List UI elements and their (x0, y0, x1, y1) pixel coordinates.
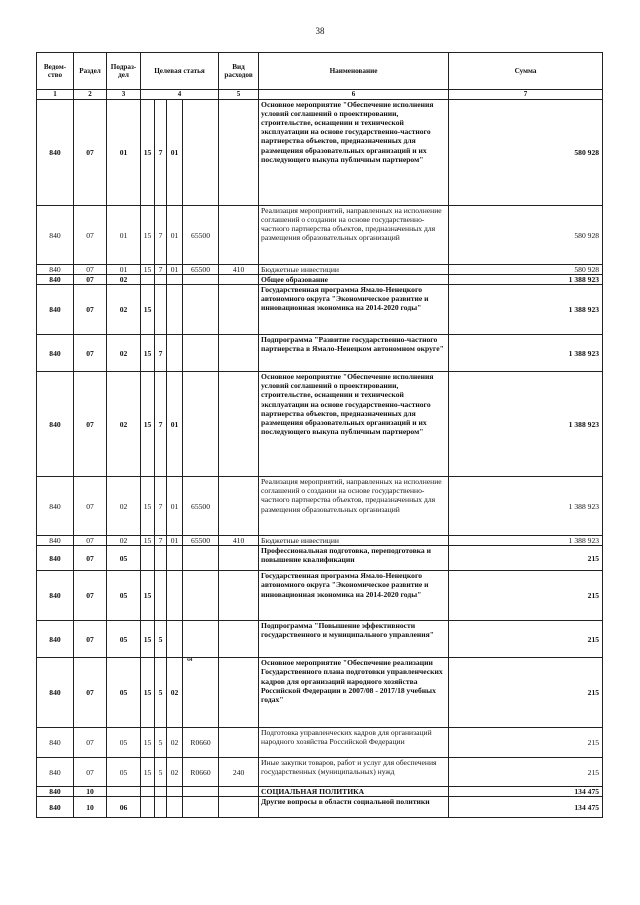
section-cell: 07 (74, 372, 107, 477)
expense-type-cell (219, 372, 259, 477)
target-activity-cell: 01 (167, 372, 183, 477)
amount-cell: 134 475 (449, 797, 603, 818)
target-program-cell: 15 (141, 335, 155, 372)
amount-cell: 134 475 (449, 787, 603, 797)
target-activity-cell: 01 (167, 206, 183, 265)
name-cell: Общее образование (259, 275, 449, 285)
column-number: 2 (74, 90, 107, 100)
department-cell: 840 (37, 275, 74, 285)
amount-cell: 1 388 923 (449, 335, 603, 372)
target-direction-cell: 65500 (183, 265, 219, 275)
target-subprogram-cell: 7 (155, 100, 167, 206)
target-direction-cell: 65500 (183, 536, 219, 546)
target-program-cell: 15 (141, 100, 155, 206)
subsection-cell: 01 (107, 100, 141, 206)
subsection-cell: 01 (107, 265, 141, 275)
amount-cell: 580 928 (449, 100, 603, 206)
target-direction-cell: 65500 (183, 477, 219, 536)
section-cell: 07 (74, 658, 107, 728)
target-activity-cell (167, 335, 183, 372)
expense-type-cell (219, 206, 259, 265)
name-cell: Реализация мероприятий, направленных на исполнение соглашений о создании на основе государственно-частного партнерства объектов, предназначенных для размещения образовательных организаций (259, 477, 449, 536)
amount-cell: 215 (449, 621, 603, 658)
target-subprogram-cell: 5 (155, 658, 167, 728)
subsection-cell (107, 787, 141, 797)
target-direction-cell (183, 285, 219, 335)
amount-cell: 1 388 923 (449, 275, 603, 285)
expense-type-cell: 410 (219, 536, 259, 546)
header-expense-type: Вид расходов (219, 53, 259, 90)
amount-cell: 1 388 923 (449, 536, 603, 546)
target-subprogram-cell: 7 (155, 536, 167, 546)
target-subprogram-cell: 7 (155, 477, 167, 536)
target-subprogram-cell: 5 (155, 758, 167, 787)
target-program-cell (141, 787, 155, 797)
amount-cell: 1 388 923 (449, 477, 603, 536)
expense-type-cell (219, 571, 259, 621)
margin-mark: ч4 (187, 658, 193, 664)
target-direction-cell: 65500 (183, 206, 219, 265)
name-cell: Основное мероприятие "Обеспечение исполнения условий соглашений о проектировании, строительстве, оснащении и технической эксплуатации на основе государственно-частного партнерства объектов, предназначенных для размещения образовательных организаций и их последующего выкупа публичным партнером" (259, 372, 449, 477)
header-target-item: Целевая статья (141, 53, 219, 90)
section-cell: 07 (74, 621, 107, 658)
subsection-cell: 05 (107, 571, 141, 621)
amount-cell: 1 388 923 (449, 285, 603, 335)
table-row (37, 372, 603, 477)
target-program-cell: 15 (141, 728, 155, 758)
section-cell: 07 (74, 758, 107, 787)
amount-cell: 215 (449, 571, 603, 621)
target-subprogram-cell (155, 787, 167, 797)
table-row (37, 546, 603, 571)
name-cell: Подпрограмма "Повышение эффективности государственного и муниципального управления" (259, 621, 449, 658)
department-cell: 840 (37, 621, 74, 658)
table-row (37, 206, 603, 265)
section-cell: 07 (74, 728, 107, 758)
target-subprogram-cell (155, 546, 167, 571)
amount-cell: 215 (449, 546, 603, 571)
name-cell: Реализация мероприятий, направленных на исполнение соглашений о создании на основе государственно-частного партнерства объектов, предназначенных для размещения образовательных организаций (259, 206, 449, 265)
table-row (37, 100, 603, 206)
name-cell: Государственная программа Ямало-Ненецкого автономного округа "Экономическое развитие и инновационная экономика на 2014-2020 годы" (259, 571, 449, 621)
section-cell: 07 (74, 335, 107, 372)
target-subprogram-cell: 5 (155, 728, 167, 758)
target-direction-cell: R0660 (183, 728, 219, 758)
department-cell: 840 (37, 100, 74, 206)
name-cell: Бюджетные инвестиции (259, 536, 449, 546)
target-program-cell: 15 (141, 536, 155, 546)
column-number: 3 (107, 90, 141, 100)
target-direction-cell (183, 275, 219, 285)
department-cell: 840 (37, 787, 74, 797)
name-cell: Иные закупки товаров, работ и услуг для обеспечения государственных (муниципальных) нужд (259, 758, 449, 787)
target-program-cell (141, 275, 155, 285)
target-activity-cell (167, 571, 183, 621)
department-cell: 840 (37, 285, 74, 335)
department-cell: 840 (37, 571, 74, 621)
expense-type-cell (219, 335, 259, 372)
header-subsection: Подраз-дел (107, 53, 141, 90)
expense-type-cell (219, 477, 259, 536)
section-cell: 07 (74, 536, 107, 546)
name-cell: Другие вопросы в области социальной политики (259, 797, 449, 818)
expense-type-cell (219, 275, 259, 285)
table-row (37, 536, 603, 546)
target-direction-cell: R0660 (183, 758, 219, 787)
name-cell: Подготовка управленческих кадров для организаций народного хозяйства Российской Федерации (259, 728, 449, 758)
section-cell: 07 (74, 206, 107, 265)
section-cell: 07 (74, 546, 107, 571)
subsection-cell: 02 (107, 477, 141, 536)
table-row (37, 758, 603, 787)
target-direction-cell (183, 787, 219, 797)
target-activity-cell (167, 621, 183, 658)
department-cell: 840 (37, 265, 74, 275)
expense-type-cell (219, 658, 259, 728)
subsection-cell: 05 (107, 546, 141, 571)
name-cell: Основное мероприятие "Обеспечение реализации Государственного плана подготовки управленческих кадров для организаций народного хозяйства Российской Федерации в 2007/08 - 2017/18 учебных годах" (259, 658, 449, 728)
target-subprogram-cell (155, 285, 167, 335)
page-number: 38 (315, 26, 325, 36)
name-cell: Основное мероприятие "Обеспечение исполнения условий соглашений о проектировании, строительстве, оснащении и технической эксплуатации на основе государственно-частного партнерства объектов, предназначенных для размещения образовательных организаций и их последующего выкупа публичным партнером" (259, 100, 449, 206)
header-section: Раздел (74, 53, 107, 90)
target-program-cell: 15 (141, 206, 155, 265)
department-cell: 840 (37, 536, 74, 546)
name-cell: Профессиональная подготовка, переподготовка и повышение квалификации (259, 546, 449, 571)
section-cell: 07 (74, 275, 107, 285)
table-row (37, 621, 603, 658)
target-activity-cell (167, 285, 183, 335)
target-subprogram-cell (155, 275, 167, 285)
target-direction-cell (183, 658, 219, 728)
target-subprogram-cell: 7 (155, 372, 167, 477)
target-activity-cell (167, 275, 183, 285)
amount-cell: 1 388 923 (449, 372, 603, 477)
target-direction-cell (183, 571, 219, 621)
amount-cell: 580 928 (449, 206, 603, 265)
table-row (37, 285, 603, 335)
column-number: 7 (449, 90, 603, 100)
subsection-cell: 02 (107, 372, 141, 477)
name-cell: Государственная программа Ямало-Ненецкого автономного округа "Экономическое развитие и инновационная экономика на 2014-2020 годы" (259, 285, 449, 335)
table-row (37, 275, 603, 285)
target-activity-cell: 02 (167, 758, 183, 787)
header-department: Ведом-ство (37, 53, 74, 90)
target-program-cell (141, 797, 155, 818)
target-subprogram-cell: 7 (155, 335, 167, 372)
target-program-cell: 15 (141, 372, 155, 477)
expense-type-cell (219, 285, 259, 335)
subsection-cell: 06 (107, 797, 141, 818)
section-cell: 07 (74, 477, 107, 536)
amount-cell: 580 928 (449, 265, 603, 275)
department-cell: 840 (37, 546, 74, 571)
section-cell: 07 (74, 571, 107, 621)
department-cell: 840 (37, 658, 74, 728)
target-direction-cell (183, 797, 219, 818)
column-number: 1 (37, 90, 74, 100)
subsection-cell: 02 (107, 335, 141, 372)
target-direction-cell (183, 621, 219, 658)
department-cell: 840 (37, 206, 74, 265)
table-row (37, 335, 603, 372)
column-number: 5 (219, 90, 259, 100)
target-direction-cell (183, 372, 219, 477)
section-cell: 07 (74, 285, 107, 335)
expense-type-cell: 240 (219, 758, 259, 787)
amount-cell: 215 (449, 758, 603, 787)
table-row (37, 787, 603, 797)
amount-cell: 215 (449, 658, 603, 728)
subsection-cell: 02 (107, 536, 141, 546)
subsection-cell: 02 (107, 285, 141, 335)
expense-type-cell: 410 (219, 265, 259, 275)
expense-type-cell (219, 787, 259, 797)
expense-type-cell (219, 797, 259, 818)
table-row (37, 728, 603, 758)
expense-type-cell (219, 728, 259, 758)
target-subprogram-cell (155, 797, 167, 818)
table-body (37, 100, 603, 818)
target-program-cell: 15 (141, 621, 155, 658)
department-cell: 840 (37, 728, 74, 758)
expense-type-cell (219, 546, 259, 571)
target-subprogram-cell: 7 (155, 265, 167, 275)
section-cell: 10 (74, 797, 107, 818)
department-cell: 840 (37, 758, 74, 787)
target-activity-cell: 01 (167, 477, 183, 536)
target-direction-cell (183, 546, 219, 571)
name-cell: СОЦИАЛЬНАЯ ПОЛИТИКА (259, 787, 449, 797)
subsection-cell: 05 (107, 758, 141, 787)
target-direction-cell (183, 335, 219, 372)
target-program-cell: 15 (141, 285, 155, 335)
column-number: 6 (259, 90, 449, 100)
table-row (37, 658, 603, 728)
table-row (37, 477, 603, 536)
target-activity-cell: 02 (167, 728, 183, 758)
name-cell: Подпрограмма "Развитие государственно-частного партнерства в Ямало-Ненецком автономном округе" (259, 335, 449, 372)
department-cell: 840 (37, 797, 74, 818)
target-activity-cell (167, 787, 183, 797)
subsection-cell: 05 (107, 658, 141, 728)
target-subprogram-cell (155, 571, 167, 621)
subsection-cell: 05 (107, 621, 141, 658)
section-cell: 07 (74, 100, 107, 206)
target-subprogram-cell: 5 (155, 621, 167, 658)
target-program-cell (141, 546, 155, 571)
subsection-cell: 02 (107, 275, 141, 285)
target-activity-cell: 01 (167, 265, 183, 275)
table-row (37, 265, 603, 275)
section-cell: 10 (74, 787, 107, 797)
department-cell: 840 (37, 335, 74, 372)
expense-type-cell (219, 621, 259, 658)
target-activity-cell (167, 797, 183, 818)
target-subprogram-cell: 7 (155, 206, 167, 265)
target-program-cell: 15 (141, 658, 155, 728)
target-activity-cell: 01 (167, 536, 183, 546)
section-cell: 07 (74, 265, 107, 275)
target-activity-cell: 01 (167, 100, 183, 206)
target-direction-cell (183, 100, 219, 206)
target-program-cell: 15 (141, 571, 155, 621)
budget-table (36, 52, 603, 818)
amount-cell: 215 (449, 728, 603, 758)
target-program-cell: 15 (141, 477, 155, 536)
name-cell: Бюджетные инвестиции (259, 265, 449, 275)
table-row (37, 571, 603, 621)
target-program-cell: 15 (141, 758, 155, 787)
target-activity-cell (167, 546, 183, 571)
target-activity-cell: 02 (167, 658, 183, 728)
department-cell: 840 (37, 372, 74, 477)
target-program-cell: 15 (141, 265, 155, 275)
subsection-cell: 01 (107, 206, 141, 265)
subsection-cell: 05 (107, 728, 141, 758)
table-row (37, 797, 603, 818)
header-amount: Сумма (449, 53, 603, 90)
department-cell: 840 (37, 477, 74, 536)
column-number: 4 (141, 90, 219, 100)
expense-type-cell (219, 100, 259, 206)
header-name: Наименование (259, 53, 449, 90)
